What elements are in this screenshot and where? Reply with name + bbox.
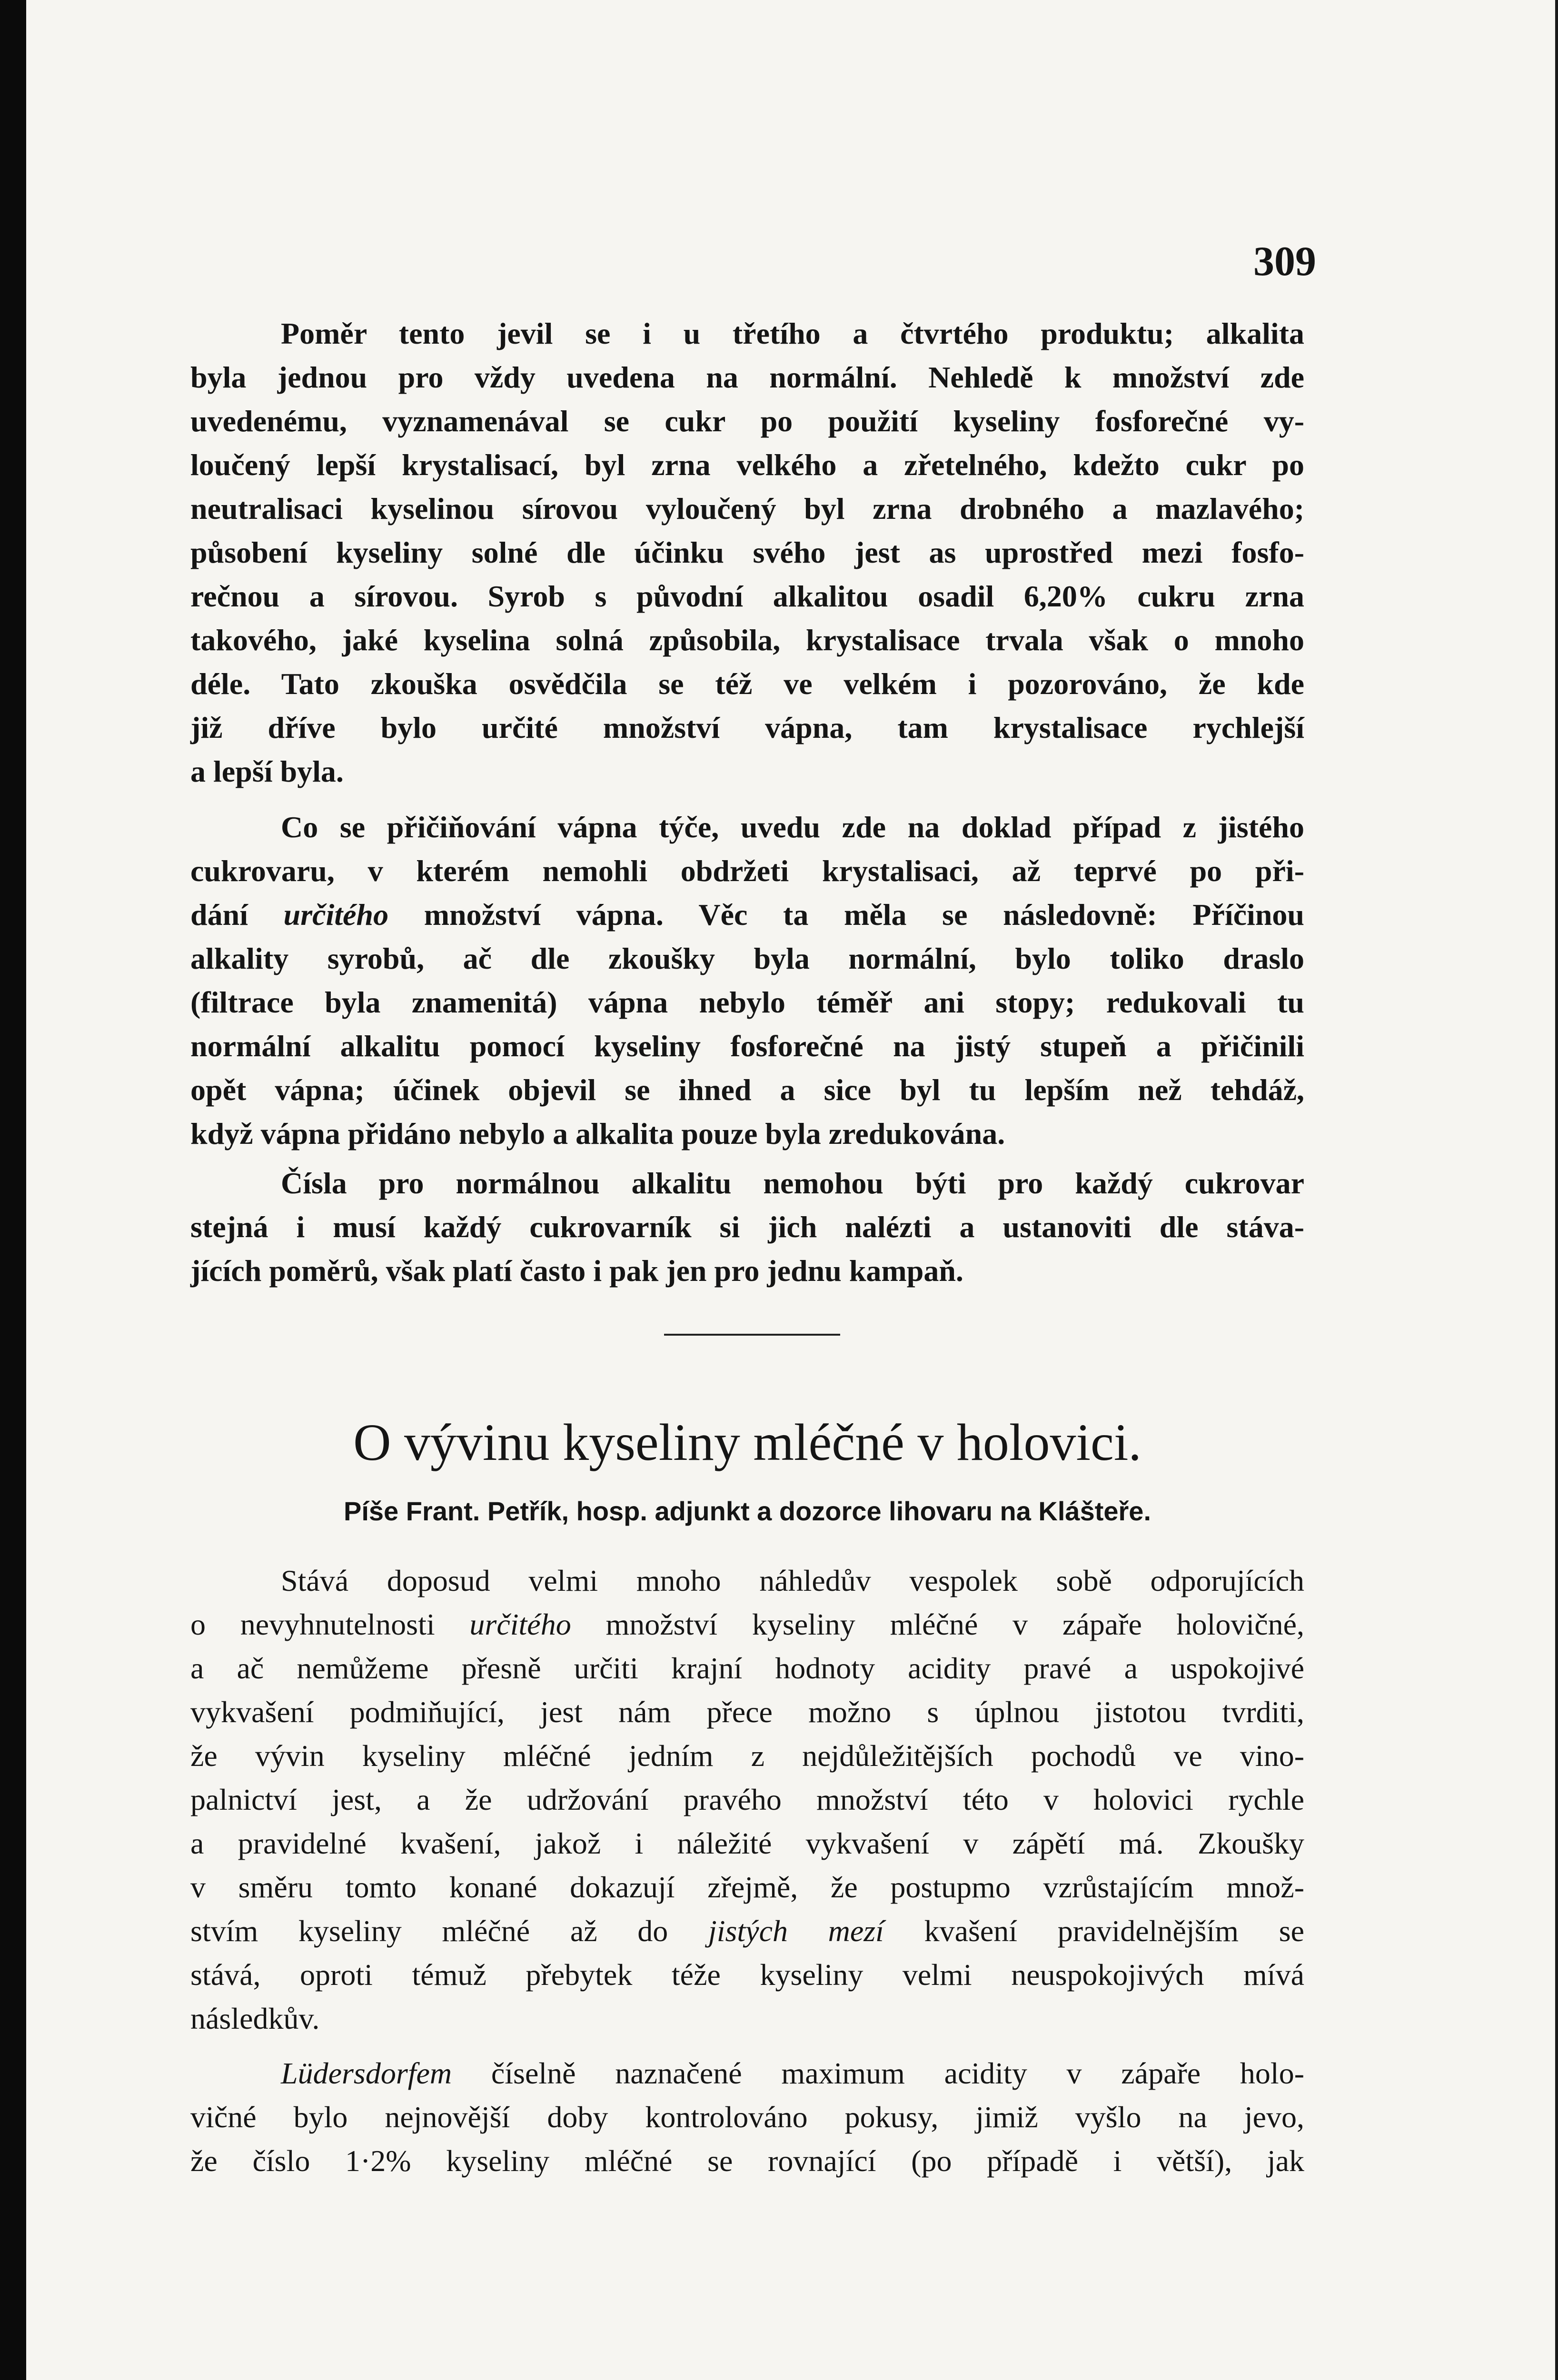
text-line: jících poměrů, však platí často i pak jen pro jednu kampaň. — [190, 1254, 963, 1288]
text-line: Lüdersdorfem číselně naznačené maximum acidity v zápaře holo- — [281, 2056, 1304, 2090]
text-line: když vápna přidáno nebylo a alkalita pouze byla zredukována. — [190, 1117, 1005, 1150]
text-line: následkův. — [190, 2002, 320, 2035]
page-number: 309 — [1253, 238, 1316, 285]
text-line: loučený lepší krystalisací, byl zrna velkého a zřetelného, kdežto cukr po — [190, 448, 1304, 482]
scan-border-right — [1555, 0, 1558, 2380]
text-line: vičné bylo nejnovější doby kontrolováno pokusy, jimiž vyšlo na jevo, — [190, 2100, 1304, 2134]
text-line: takového, jaké kyselina solná způsobila, krystalisace trvala však o mnoho — [190, 623, 1304, 657]
article-title: O vývinu kyseliny mléčné v holovici. — [353, 1413, 1141, 1471]
article-byline: Píše Frant. Petřík, hosp. adjunkt a dozorce lihovaru na Klášteře. — [343, 1496, 1151, 1526]
text-line: Poměr tento jevil se i u třetího a čtvrtého produktu; alkalita — [281, 317, 1304, 350]
text-line: stvím kyseliny mléčné až do jistých mezí kvašení pravidelnějším se — [190, 1914, 1305, 1948]
text-line: palnictví jest, a že udržování pravého množství této v holovici rychle — [190, 1783, 1304, 1816]
text-line: cukrovaru, v kterém nemohli obdržeti krystalisaci, až teprvé po při- — [190, 854, 1304, 888]
text-line: že vývin kyseliny mléčné jedním z nejdůležitějších pochodů ve vino- — [190, 1739, 1304, 1773]
text-line: stává, oproti témuž přebytek téže kyseliny velmi neuspokojivých mívá — [190, 1958, 1304, 1992]
text-line: Čísla pro normálnou alkalitu nemohou býti pro každý cukrovar — [281, 1166, 1304, 1200]
text-line: a ač nemůžeme přesně určiti krajní hodnoty acidity pravé a uspokojivé — [190, 1651, 1304, 1685]
text-line: vykvašení podmiňující, jest nám přece možno s úplnou jistotou tvrditi, — [190, 1695, 1304, 1729]
scan-border-left — [0, 0, 26, 2380]
text-line: a pravidelné kvašení, jakož i náležité vykvašení v zápětí má. Zkoušky — [190, 1826, 1304, 1860]
text-line: rečnou a sírovou. Syrob s původní alkalitou osadil 6,20% cukru zrna — [190, 579, 1304, 613]
text-line: v směru tomto konané dokazují zřejmě, že postupmo vzrůstajícím množ- — [190, 1870, 1304, 1904]
text-line: normální alkalitu pomocí kyseliny fosforečné na jistý stupeň a přičinili — [190, 1029, 1304, 1063]
text-line: stejná i musí každý cukrovarník si jich nalézti a ustanoviti dle stáva- — [190, 1210, 1304, 1244]
text-line: že číslo 1·2% kyseliny mléčné se rovnající (po případě i větší), jak — [190, 2144, 1304, 2178]
text-line: a lepší byla. — [190, 754, 344, 788]
text-line: déle. Tato zkouška osvědčila se též ve velkém i pozorováno, že kde — [190, 667, 1304, 701]
text-line: byla jednou pro vždy uvedena na normální. Nehledě k množství zde — [190, 360, 1304, 394]
text-line: uvedenému, vyznamenával se cukr po použití kyseliny fosforečné vy- — [190, 404, 1304, 438]
text-line: Stává doposud velmi mnoho náhledův vespolek sobě odporujících — [281, 1564, 1304, 1597]
text-line: o nevyhnutelnosti určitého množství kyseliny mléčné v zápaře holovičné, — [190, 1607, 1304, 1641]
text-line: opět vápna; účinek objevil se ihned a sice byl tu lepším než tehdáž, — [190, 1073, 1304, 1107]
text-line: Co se přičiňování vápna týče, uvedu zde na doklad případ z jistého — [281, 810, 1304, 844]
text-line: dání určitého množství vápna. Věc ta měla se následovně: Příčinou — [190, 898, 1305, 932]
text-line: působení kyseliny solné dle účinku svého jest as uprostřed mezi fosfo- — [190, 536, 1304, 569]
section-divider — [664, 1334, 840, 1336]
text-line: neutralisaci kyselinou sírovou vyloučený byl zrna drobného a mazlavého; — [190, 492, 1304, 526]
text-line: alkality syrobů, ač dle zkoušky byla normální, bylo toliko draslo — [190, 942, 1304, 975]
text-line: již dříve bylo určité množství vápna, tam krystalisace rychlejší — [190, 711, 1304, 744]
text-line: (filtrace byla znamenitá) vápna nebylo téměř ani stopy; redukovali tu — [190, 985, 1304, 1019]
